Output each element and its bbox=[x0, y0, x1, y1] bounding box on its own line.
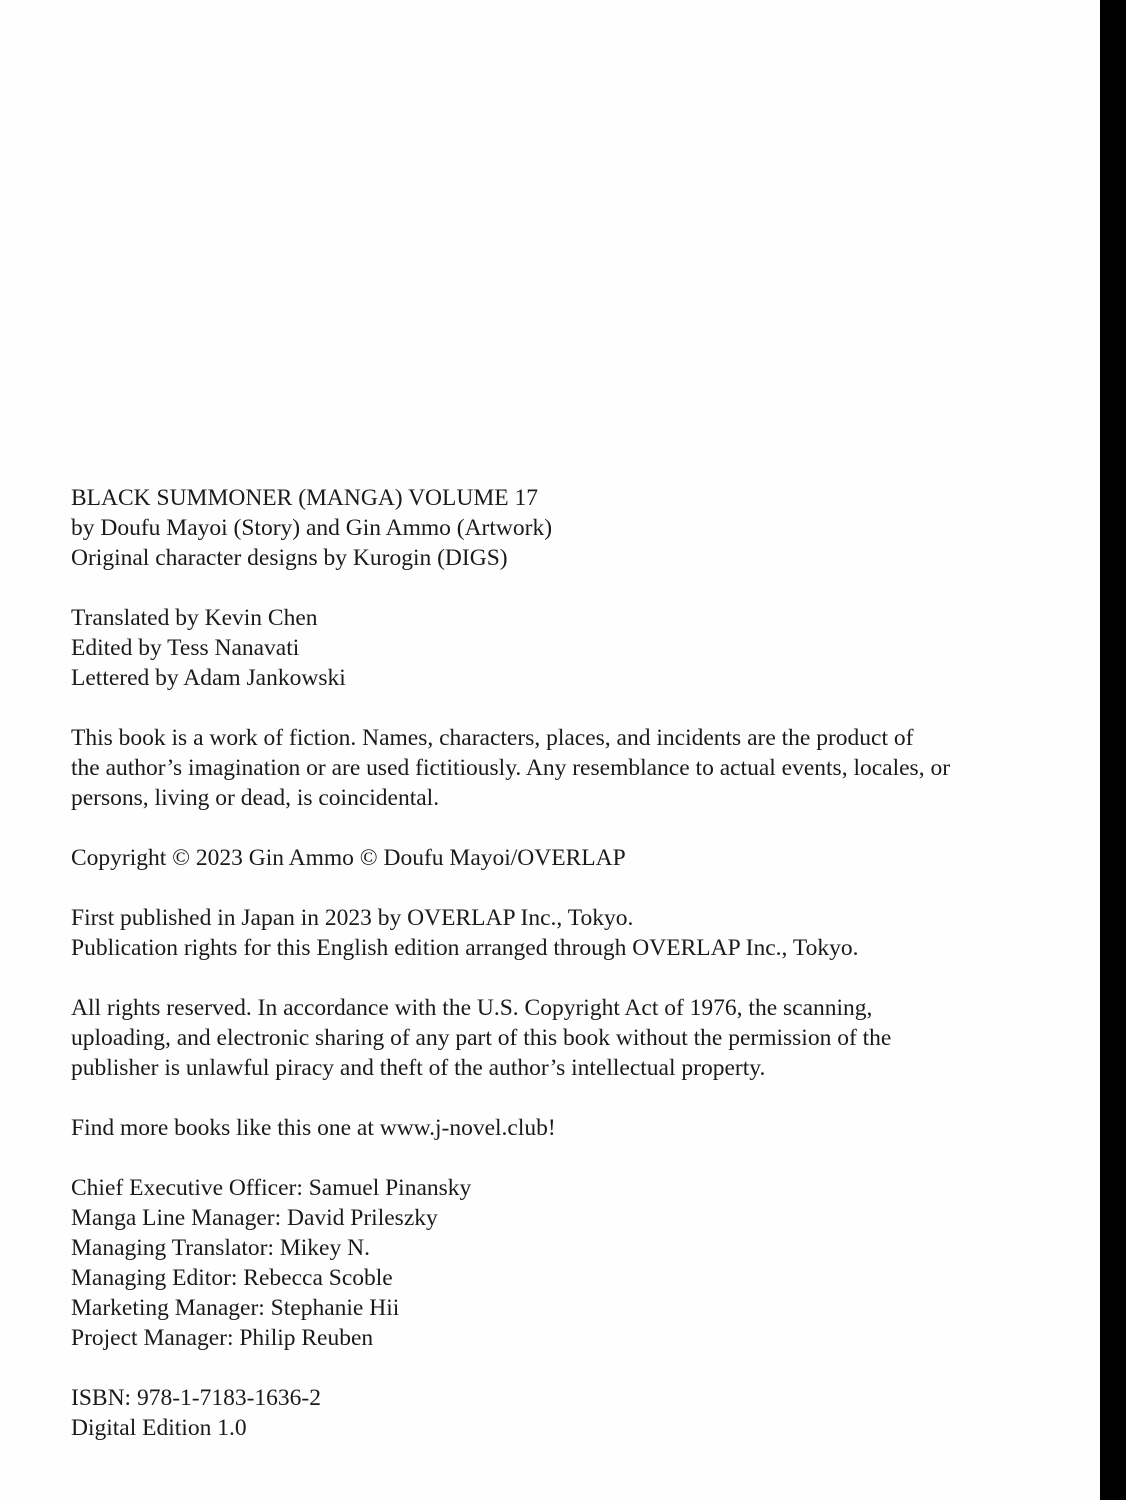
authors-line: by Doufu Mayoi (Story) and Gin Ammo (Artwork) bbox=[71, 515, 553, 541]
rights-line: All rights reserved. In accordance with the U.S. Copyright Act of 1976, the scanning, bbox=[71, 995, 873, 1021]
copyright-block bbox=[71, 843, 1071, 873]
editor-line: Edited by Tess Nanavati bbox=[71, 635, 300, 661]
ceo-line: Chief Executive Officer: Samuel Pinansky bbox=[71, 1175, 472, 1201]
title-block bbox=[71, 483, 1071, 573]
isbn-line: ISBN: 978-1-7183-1636-2 bbox=[71, 1385, 321, 1411]
staff-block bbox=[71, 603, 1071, 693]
rights-line: publisher is unlawful piracy and theft of the author’s intellectual property. bbox=[71, 1055, 766, 1081]
translator-line: Translated by Kevin Chen bbox=[71, 605, 318, 631]
edition-block bbox=[71, 1383, 1071, 1443]
project-manager-line: Project Manager: Philip Reuben bbox=[71, 1325, 374, 1351]
character-designs-line: Original character designs by Kurogin (DIGS) bbox=[71, 545, 508, 571]
rights-block bbox=[71, 993, 1071, 1083]
fiction-notice-line: persons, living or dead, is coincidental. bbox=[71, 785, 440, 811]
first-published-line: First published in Japan in 2023 by OVERLAP Inc., Tokyo. bbox=[71, 905, 634, 931]
find-more-line: Find more books like this one at www.j-novel.club! bbox=[71, 1115, 556, 1141]
managing-translator-line: Managing Translator: Mikey N. bbox=[71, 1235, 370, 1261]
manga-line-manager-line: Manga Line Manager: David Prileszky bbox=[71, 1205, 438, 1231]
page-edge-bar bbox=[1100, 0, 1126, 1500]
publication-block bbox=[71, 903, 1071, 963]
publication-rights-line: Publication rights for this English edition arranged through OVERLAP Inc., Tokyo. bbox=[71, 935, 859, 961]
fiction-notice-line: the author’s imagination or are used fictitiously. Any resemblance to actual events, locales, or bbox=[71, 755, 951, 781]
management-block bbox=[71, 1173, 1071, 1353]
copyright-line: Copyright © 2023 Gin Ammo © Doufu Mayoi/OVERLAP bbox=[71, 845, 626, 871]
find-more-block bbox=[71, 1113, 1071, 1143]
page-content bbox=[71, 483, 1071, 1473]
book-title: BLACK SUMMONER (MANGA) VOLUME 17 bbox=[71, 485, 538, 511]
letterer-line: Lettered by Adam Jankowski bbox=[71, 665, 346, 691]
marketing-manager-line: Marketing Manager: Stephanie Hii bbox=[71, 1295, 400, 1321]
fiction-notice-line: This book is a work of fiction. Names, characters, places, and incidents are the product of bbox=[71, 725, 914, 751]
digital-edition-line: Digital Edition 1.0 bbox=[71, 1415, 247, 1441]
managing-editor-line: Managing Editor: Rebecca Scoble bbox=[71, 1265, 393, 1291]
rights-line: uploading, and electronic sharing of any part of this book without the permission of the bbox=[71, 1025, 892, 1051]
fiction-notice bbox=[71, 723, 1071, 813]
